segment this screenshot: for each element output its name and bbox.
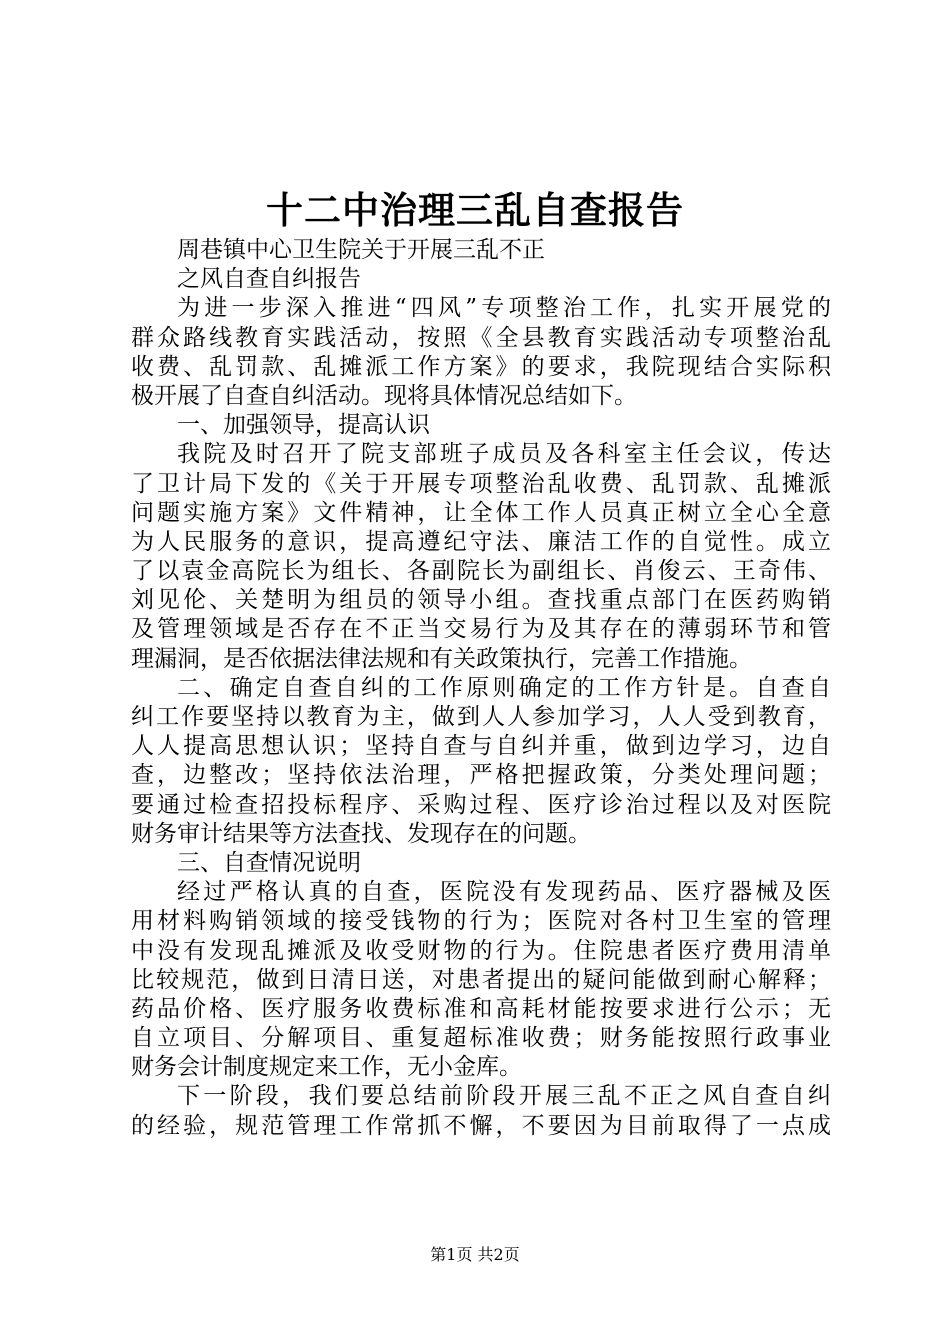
body-text-line: 问题实施方案》文件精神，让全体工作人员真正树立全心全意 — [131, 499, 831, 526]
body-text-line: 人人提高思想认识；坚持自查与自纠并重，做到边学习，边自 — [131, 733, 831, 760]
body-text-line: 经过严格认真的自查，医院没有发现药品、医疗器械及医 — [177, 879, 831, 906]
body-text-line: 下一阶段，我们要总结前阶段开展三乱不正之风自查自纠 — [177, 1083, 831, 1110]
body-text-line: 药品价格、医疗服务收费标准和高耗材能按要求进行公示；无 — [131, 995, 831, 1022]
body-text-line: 二、确定自查自纠的工作原则确定的工作方针是。自查自 — [177, 674, 831, 701]
page-footer: 第1页 共2页 — [430, 1245, 520, 1264]
body-text-line: 周巷镇中心卫生院关于开展三乱不正 — [177, 237, 545, 263]
document-title: 十二中治理三乱自查报告 — [266, 188, 684, 232]
body-text-line: 理漏洞，是否依据法律法规和有关政策执行，完善工作措施。 — [131, 645, 752, 672]
body-text-line: 比较规范，做到日清日送，对患者提出的疑问能做到耐心解释； — [131, 966, 831, 993]
body-text-line: 自立项目、分解项目、重复超标准收费；财务能按照行政事业 — [131, 1025, 831, 1052]
body-text-line: 之风自查自纠报告 — [177, 266, 361, 293]
body-text-line: 三、自查情况说明 — [177, 849, 361, 876]
body-text-line: 收费、乱罚款、乱摊派工作方案》的要求，我院现结合实际积 — [131, 353, 831, 380]
body-text-line: 了卫计局下发的《关于开展专项整治乱收费、乱罚款、乱摊派 — [131, 470, 831, 497]
body-text-line: 中没有发现乱摊派及收受财物的行为。住院患者医疗费用清单 — [131, 937, 831, 964]
body-text-line: 为人民服务的意识，提高遵纪守法、廉洁工作的自觉性。成立 — [131, 528, 831, 555]
body-text-line: 我院及时召开了院支部班子成员及各科室主任会议，传达 — [177, 441, 831, 468]
body-text-line: 刘见伦、关楚明为组员的领导小组。查找重点部门在医药购销 — [131, 587, 831, 614]
body-text-line: 了以袁金高院长为组长、各副院长为副组长、肖俊云、王奇伟、 — [131, 558, 831, 585]
body-text-line: 查，边整改；坚持依法治理，严格把握政策，分类处理问题； — [131, 762, 831, 789]
body-text-line: 用材料购销领域的接受钱物的行为；医院对各村卫生室的管理 — [131, 908, 831, 935]
body-text-line: 纠工作要坚持以教育为主，做到人人参加学习，人人受到教育， — [131, 704, 831, 730]
body-text-line: 财务会计制度规定来工作，无小金库。 — [131, 1054, 522, 1081]
body-text-line: 一、加强领导，提高认识 — [177, 412, 430, 439]
body-text-line: 及管理领域是否存在不正当交易行为及其存在的薄弱环节和管 — [131, 616, 831, 643]
body-text-line: 为进一步深入推进“四风”专项整治工作，扎实开展党的 — [177, 295, 831, 322]
body-text-line: 群众路线教育实践活动，按照《全县教育实践活动专项整治乱 — [131, 324, 831, 351]
body-text-line: 要通过检查招投标程序、采购过程、医疗诊治过程以及对医院 — [131, 791, 831, 818]
body-text-line: 财务审计结果等方法查找、发现存在的问题。 — [131, 820, 591, 847]
body-text-line: 极开展了自查自纠活动。现将具体情况总结如下。 — [131, 382, 637, 409]
body-text-line: 的经验，规范管理工作常抓不懈，不要因为目前取得了一点成 — [131, 1112, 831, 1139]
document-body — [131, 236, 831, 1141]
